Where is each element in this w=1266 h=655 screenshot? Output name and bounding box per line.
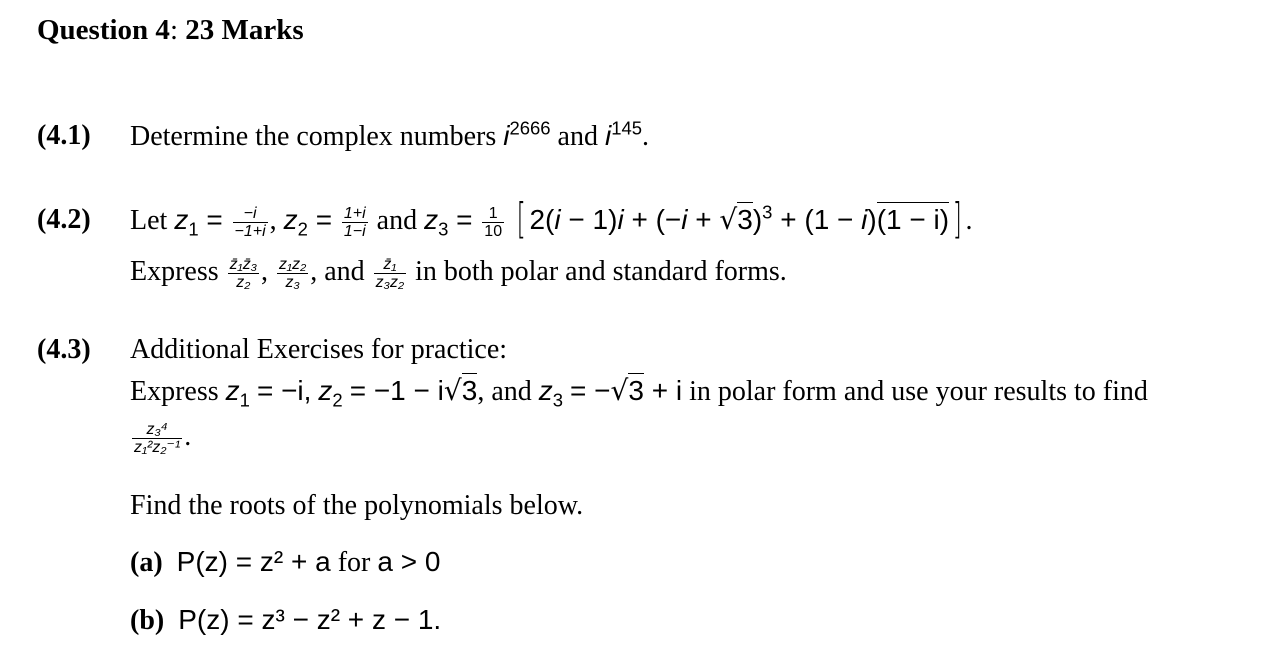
question-title: Question 4: 23 Marks	[37, 14, 304, 46]
q41-number: (4.1)	[37, 120, 91, 151]
q43-express: Express $z_1 = -i$, $z_2 = -1 - i√3$, and $z_3 = -√3 + i$ in polar form and use your results to find	[130, 374, 1148, 411]
q43-heading: Additional Exercises for practice:	[130, 334, 508, 365]
z3-expression: $2(i - 1)i + (-i + √3)^3 + (1 - i)(1 - i)$	[529, 201, 950, 236]
question-label: Question 4	[37, 14, 170, 46]
q43-number: (4.3)	[37, 334, 91, 365]
z3-fraction: $\frac{1}{10}$	[484, 205, 503, 241]
q42-number: (4.2)	[37, 204, 91, 235]
part-b: (b) P(z) = z³ − z² + z − 1.	[130, 604, 442, 636]
express-fraction-1: $\frac{\text{z̄₁z̄₃}}{\text{z₂}}$	[229, 256, 258, 292]
z1-fraction: $\frac{-i}{-1+i}$	[234, 205, 266, 241]
left-bracket: [	[516, 194, 526, 243]
express-fraction-2: $\frac{\text{z₁z₂}}{\text{z₃}}$	[279, 256, 307, 292]
right-bracket: ]	[952, 194, 962, 243]
express-fraction-3: $\frac{\text{z̄₁}}{\text{z₃z₂}}$	[375, 256, 405, 292]
q42-definition: Let $z_1$ = $\frac{-i}{-1+i}$ , $z_2$ = $\frac{1+i}{1-i}$ and $z_3$ = $\frac{1}{10}$ [ $2(i - 1)i + (-i + √3)^3 + (1 - i)(1 - i)$] .	[130, 194, 973, 243]
marks-label: 23 Marks	[178, 14, 304, 46]
q42-express: Express $\frac{\text{z̄₁z̄₃}}{\text{z₂}}$ , $\frac{\text{z₁z₂}}{\text{z₃}}$ , and $\frac{\text{z̄₁}}{\text{z₃z₂}}$ in both polar and standard forms.	[130, 256, 787, 292]
roots-instruction: Find the roots of the polynomials below.	[130, 490, 584, 521]
conjugate-term: (1 − i)	[876, 204, 950, 235]
z2-fraction: $\frac{1+i}{1-i}$	[343, 205, 366, 241]
part-a: (a) P(z) = z² + a for a > 0	[130, 546, 441, 578]
q43-fraction: $\frac{\text{z₃⁴}}{\text{z₁²z₂⁻¹}}$	[134, 421, 181, 457]
q43-fraction-line: $\frac{\text{z₃⁴}}{\text{z₁²z₂⁻¹}}$ .	[134, 421, 192, 457]
q41-text: Determine the complex numbers $i^{2666}$ and $i^{145}$.	[130, 117, 650, 152]
